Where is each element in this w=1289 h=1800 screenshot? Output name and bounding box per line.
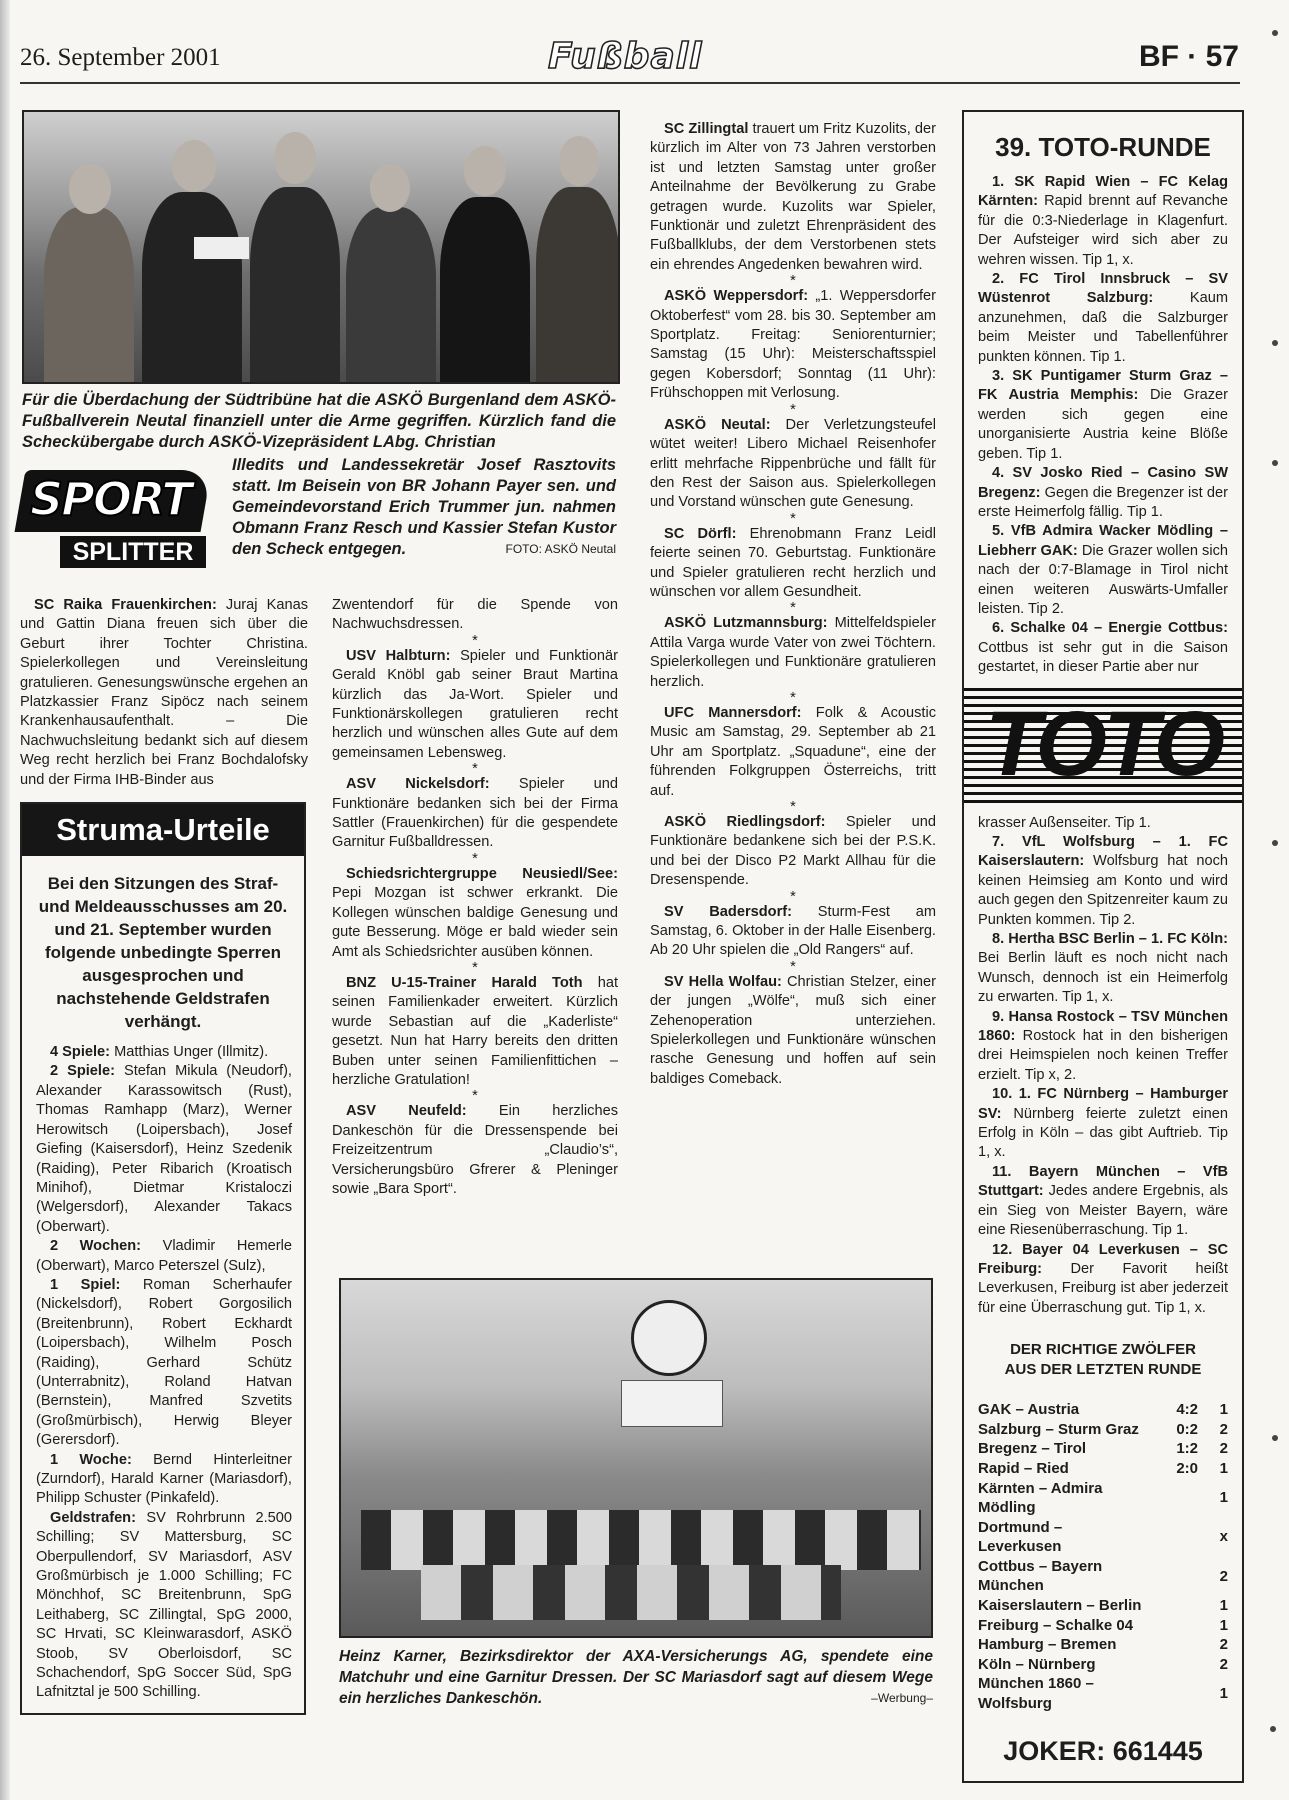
result-tip: x <box>1219 1528 1228 1546</box>
result-row <box>978 1420 1228 1440</box>
zwoelfer-heading <box>978 1340 1228 1380</box>
struma-intro: Bei den Sitzungen des Straf- und Meldeausschusses am 20. und 21. September wurden folgende unbedingte Sperren ausgesprochen und nachstehende Geldstrafen verhängt. <box>38 874 288 1032</box>
item-separator: * <box>790 689 796 706</box>
item-lead: 3. SK Puntigamer Sturm Graz – FK Austria Memphis: <box>978 368 1228 404</box>
article-item <box>332 596 618 635</box>
result-tip: 1 <box>1219 1401 1228 1419</box>
item-text: Rostock hat in den bisherigen drei Heimspielen noch keinen Treffer erzielt. Tip x, 2. <box>978 1028 1228 1083</box>
item-text: Kaum anzunehmen, daß die Salzburger beim Meister und Tabellenführer punkten können. Tip 1. <box>978 290 1228 365</box>
result-score <box>1148 1674 1212 1713</box>
item-lead: 7. VfL Wolfsburg – 1. FC Kaiserslautern: <box>978 833 1228 870</box>
article-item <box>978 833 1228 930</box>
result-score: 2:0 <box>1176 1459 1198 1477</box>
result-match: Köln – Nürnberg <box>978 1655 1096 1673</box>
toto-box <box>962 110 1244 1783</box>
item-lead: SC Dörfl: <box>664 525 737 542</box>
column-left <box>20 596 308 790</box>
item-separator: * <box>472 959 478 976</box>
result-match: Rapid – Ried <box>978 1459 1069 1477</box>
result-match: Salzburg – Sturm Graz <box>978 1420 1139 1438</box>
item-separator: * <box>790 273 796 290</box>
issue-date: 26. September 2001 <box>20 44 221 71</box>
item-text: Folk & Acoustic Music am Samstag, 29. September ab 21 Uhr am Sportplatz. „Squadune“, eine der führenden Folkgruppen Österreichs, tritt auf. <box>650 704 936 799</box>
result-row <box>978 1439 1228 1459</box>
result-row <box>978 1459 1228 1479</box>
article-item <box>650 903 936 961</box>
item-lead: 4 Spiele: <box>50 1044 111 1061</box>
result-score: 4:2 <box>1176 1401 1198 1419</box>
item-lead: ASV Neufeld: <box>346 1103 467 1120</box>
result-score <box>1148 1557 1212 1596</box>
logo-splitter: SPLITTER <box>60 536 206 568</box>
item-text: Rapid brennt auf Revanche für die 0:3-Niederlage in Klagenfurt. Der Aufsteiger wird sich aber zu wehren wissen. Tip 1, x. <box>978 193 1228 268</box>
item-lead: 4. SV Josko Ried – Casino SW Bregenz: <box>978 465 1228 501</box>
item-lead: 2 Wochen: <box>50 1238 142 1255</box>
toto-title: 39. TOTO-RUNDE <box>995 132 1211 162</box>
item-text: Mittelfeldspieler Attila Varga wurde Vater von zwei Töchtern. Spielerkollegen und Funktionäre gratulieren herzlich. <box>650 615 936 690</box>
caption-text: Illedits und Landessekretär Josef Rasztovits statt. Im Beisein von BR Johann Payer sen. und Gemeindevorstand Erich Trummer jun. nahmen Obmann Franz Resch und Kassier Stefan Kustor den Scheck entgegen. <box>232 456 616 558</box>
results-table <box>978 1400 1228 1714</box>
section-title: Fußball <box>548 36 703 77</box>
article-item <box>978 522 1228 619</box>
article-item <box>978 173 1228 270</box>
item-lead: SC Raika Frauenkirchen: <box>34 597 217 613</box>
article-item <box>978 270 1228 367</box>
article-item <box>36 1451 292 1509</box>
result-score <box>1148 1655 1212 1675</box>
article-item <box>36 1062 292 1237</box>
item-lead: BNZ U-15-Trainer Harald Toth <box>346 974 583 991</box>
result-match: GAK – Austria <box>978 1401 1080 1419</box>
toto-lower <box>978 814 1228 1767</box>
item-separator: * <box>790 958 796 975</box>
item-lead: ASKÖ Riedlingsdorf: <box>664 814 826 830</box>
scan-speck <box>1272 1435 1278 1441</box>
item-text: Der Favorit heißt Leverkusen, Freiburg ist aber jederzeit für eine Überraschung gut. Tip 1, x. <box>978 1260 1228 1316</box>
zwoelfer-title-2: AUS DER LETZTEN RUNDE <box>1004 1361 1202 1379</box>
item-separator: * <box>790 888 796 905</box>
toto-logo <box>964 688 1242 804</box>
result-row <box>978 1518 1228 1557</box>
item-text: Roman Scherhaufer (Nickelsdorf), Robert Gorgosilich (Breitenbrunn), Robert Eckhardt (Loipersbach), Wilhelm Posch (Raiding), Gerhard Schütz (Unterrabnitz), Roland Hatvan (Bernstein), Manfred Szvetits (Großmürbisch), Herwig Bleyer (Gerersdorf). <box>36 1276 292 1449</box>
top-photo-caption-a: Für die Überdachung der Südtribüne hat die ASKÖ Burgenland dem ASKÖ-Fußballverein Neutal finanziell unter die Arme gegriffen. Kürzlich fand die Scheckübergabe durch ASKÖ-Vizepräsident LAbg. Christian <box>22 391 616 451</box>
advert-tag: –Werbung– <box>871 1691 933 1705</box>
item-lead: USV Halbturn: <box>346 647 451 664</box>
result-match: München 1860 – Wolfsburg <box>978 1675 1094 1713</box>
item-lead: Geldstrafen: <box>50 1509 136 1526</box>
item-separator: * <box>472 632 478 649</box>
item-text: Bernd Hinterleitner (Zurndorf), Harald Karner (Mariasdorf), Philipp Schuster (Pinkafeld). <box>36 1451 292 1507</box>
match-clock <box>631 1300 707 1376</box>
article-item <box>650 704 936 801</box>
result-row <box>978 1557 1228 1596</box>
article-item <box>978 1163 1228 1241</box>
item-lead: 10. 1. FC Nürnberg – Hamburger SV: <box>978 1086 1228 1122</box>
item-lead: 11. Bayern München – VfB Stuttgart: <box>978 1163 1228 1200</box>
photo-credit: FOTO: ASKÖ Neutal <box>505 542 616 556</box>
item-text: Nürnberg feierte zuletzt einen Erfolg in Köln – das gibt Auftrieb. Tip 1, x. <box>978 1105 1228 1161</box>
item-lead: UFC Mannersdorf: <box>664 704 802 721</box>
item-lead: 12. Bayer 04 Leverkusen – SC Freiburg: <box>978 1241 1228 1277</box>
item-text: Sturm-Fest am Samstag, 6. Oktober in der Halle Eisenberg. Ab 20 Uhr spielen die „Old Rangers“ auf. <box>650 903 937 959</box>
scan-speck <box>1270 1726 1276 1732</box>
item-text: Spieler und Funktionäre bedanken sich bei der Firma Sattler (Frauenkirchen) für die gespendete Garnitur Fußballdressen. <box>332 776 618 851</box>
top-photo-check-handover <box>22 110 620 384</box>
bottom-photo-team <box>339 1278 933 1638</box>
header-rule <box>20 82 1240 84</box>
result-score <box>1148 1635 1212 1655</box>
item-text: Christian Stelzer, einer der jungen „Wölfe“, muß sich einer Zehenoperation unterziehen. Spielerkollegen und Funktionäre wünschen rasche Genesung und hoffen auf sein baldiges Comeback. <box>650 973 936 1087</box>
item-lead: ASKÖ Weppersdorf: <box>664 288 809 305</box>
result-tip: 1 <box>1219 1616 1228 1634</box>
result-row <box>978 1400 1228 1420</box>
result-score <box>1148 1518 1212 1557</box>
item-text: krasser Außenseiter. Tip 1. <box>978 814 1151 831</box>
page-number: BF · 57 <box>1138 40 1239 73</box>
item-lead: SV Badersdorf: <box>664 903 792 920</box>
item-separator: * <box>790 401 796 418</box>
scan-speck <box>1272 460 1278 466</box>
result-match: Cottbus – Bayern München <box>978 1557 1103 1595</box>
scan-speck <box>1272 840 1278 846</box>
item-lead: 2. FC Tirol Innsbruck – SV Wüstenrot Salzburg: <box>978 271 1228 307</box>
article-item <box>650 525 936 603</box>
struma-list <box>36 1043 292 1703</box>
item-text: Wolfsburg hat noch keinen Heimsieg am Konto und wird auch gegen den Spitzenreiter kaum zu Punkten kommen. Tip 2. <box>978 853 1228 928</box>
result-row <box>978 1596 1228 1616</box>
toto-logo-word: TOTO <box>984 692 1222 795</box>
item-text: Matthias Unger (Illmitz). <box>110 1044 269 1061</box>
result-score: 0:2 <box>1176 1420 1198 1438</box>
article-item <box>36 1509 292 1703</box>
item-lead: 1 Woche: <box>50 1451 132 1468</box>
toto-list-a <box>978 173 1228 678</box>
bottom-photo-block <box>339 1278 933 1709</box>
result-tip: 2 <box>1219 1567 1228 1585</box>
scan-edge <box>0 0 10 1800</box>
item-text: Der Verletzungsteufel wütet weiter! Libero Michael Reisenhofer erlitt mehrfache Rippenbrüche und fällt für den Rest der Saison aus. Spielerkollegen und Vorstand wünschen gute Genesung. <box>650 416 936 511</box>
logo-sport: SPORT <box>30 472 191 526</box>
sponsor-sign <box>621 1380 723 1427</box>
item-lead: 8. Hertha BSC Berlin – 1. FC Köln: <box>992 931 1228 947</box>
item-lead: ASKÖ Lutzmannsburg: <box>664 615 828 632</box>
item-text: Stefan Mikula (Neudorf), Alexander Karassowitsch (Rust), Thomas Ramhapp (Marz), Werner Herowitsch (Loipersbach), Josef Giefing (Kaisersdorf), Heinz Szedenik (Raiding), Peter Ribarich (Kroatisch Minihof), Dietmar Kristaloczi (Welgersdorf), Alexander Takacs (Oberwart). <box>36 1063 292 1235</box>
result-tip: 1 <box>1219 1597 1228 1615</box>
result-match: Freiburg – Schalke 04 <box>978 1616 1134 1634</box>
article-item <box>650 973 936 1089</box>
item-separator: * <box>790 600 796 617</box>
article-item <box>978 1008 1228 1086</box>
article-item <box>650 614 936 692</box>
article-item <box>332 775 618 853</box>
check <box>194 237 249 259</box>
article-item <box>978 1085 1228 1163</box>
result-row <box>978 1674 1228 1713</box>
article-item <box>978 464 1228 522</box>
item-text: trauert um Fritz Kuzolits, der kürzlich im Alter von 73 Jahren verstorben ist und letzten Samstag unter großer Anteilnahme der Bevölkerung zu Grabe getragen wurde. Kuzolits war Spieler, Funktionär und zuletzt Ehrenpräsident des Fußballklubs, der dem Verstorbenen stets ein ehrendes Angedenken bewahren wird. <box>650 121 936 273</box>
sport-splitter-logo <box>20 470 206 570</box>
result-score: 1:2 <box>1176 1440 1198 1458</box>
item-text: Zwentendorf für die Spende von Nachwuchsdressen. <box>332 597 618 633</box>
team-front-row <box>421 1565 841 1620</box>
column-middle <box>332 596 618 1199</box>
item-text: „1. Weppersdorfer Oktoberfest“ vom 28. bis 30. September am Sportplatz. Freitag: Seniorenturnier; Samstag (15 Uhr): Meisterschaftsspiel gegen Kobersdorf; Sonntag (11 Uhr): Frühschoppen mit Verlosung. <box>650 288 936 402</box>
toto-list-b <box>978 814 1228 1319</box>
item-text: Gegen die Bregenzer ist der erste Heimerfolg fällig. Tip 1. <box>978 484 1228 520</box>
article-item <box>650 120 936 275</box>
article-item <box>978 814 1228 833</box>
result-tip: 1 <box>1219 1685 1228 1703</box>
result-tip: 1 <box>1219 1489 1228 1507</box>
article-item <box>978 619 1228 677</box>
scan-speck <box>1272 30 1278 36</box>
item-text: SV Rohrbrunn 2.500 Schilling; SV Mattersburg, SC Oberpullendorf, SV Mariasdorf, ASV Großmürbisch je 1.000 Schilling; FC Mönchhof, SC Breitenbrunn, SpG Leithaberg, SC Zillingtal, SpG 2000, SC Hrvati, SC Kleinwarasdorf, ASKÖ Stoob, SV Oberloisdorf, SC Schachendorf, SpG Soccer Süd, SpG Lafnitztal je 500 Schilling. <box>36 1509 292 1701</box>
item-separator: * <box>472 761 478 778</box>
left-stack <box>20 596 308 1715</box>
result-tip: 2 <box>1219 1655 1228 1673</box>
struma-urteile-box <box>20 802 306 1715</box>
item-text: Ehrenobmann Franz Leidl feierte seinen 70. Geburtstag. Funktionäre und Spieler gratulieren recht herzlich und wünschen vor allem Gesundheit. <box>650 525 936 600</box>
item-separator: * <box>472 850 478 867</box>
result-match: Bregenz – Tirol <box>978 1440 1087 1458</box>
item-text: Bei Berlin läuft es noch nicht nach Wunsch, dennoch ist ein Heimerfolg zu erwarten. Tip 1, x. <box>978 950 1228 1006</box>
item-text: Jedes andere Ergebnis, als ein Sieg von Meister Bayern, wäre eine Riesenüberraschung. Tip 1. <box>978 1183 1228 1239</box>
item-lead: SC Zillingtal <box>664 121 749 137</box>
joker-number: JOKER: 661445 <box>1003 1735 1203 1766</box>
item-text: Spieler und Funktionär Gerald Knöbl gab seiner Braut Martina kürzlich das Ja-Wort. Spieler und Funktionärskollegen gratulieren recht herzlich und wünschen alles Gute auf dem gemeinsamen Lebensweg. <box>332 647 618 761</box>
bottom-photo-caption <box>339 1646 933 1709</box>
article-item <box>36 1237 292 1276</box>
result-row <box>978 1616 1228 1636</box>
result-score <box>1148 1479 1212 1518</box>
item-lead: Schiedsrichtergruppe Neusiedl/See: <box>346 865 618 882</box>
article-item <box>650 287 936 403</box>
result-match: Kärnten – Admira Mödling <box>978 1479 1103 1517</box>
item-text: Vladimir Hemerle (Oberwart), Marco Peterszel (Sulz), <box>36 1238 292 1274</box>
result-tip: 1 <box>1219 1459 1228 1477</box>
result-row <box>978 1655 1228 1675</box>
item-text: Die Grazer werden sich gegen eine unorganisierte Austria keine Blöße geben. Tip 1. <box>978 387 1228 462</box>
item-text: Pepi Mozgan ist schwer erkrankt. Die Kollegen wünschen baldige Genesung und gute Besserung. Möge er bald wieder sein Amt als Schiedsrichter ausüben können. <box>332 885 618 960</box>
caption-text: Heinz Karner, Bezirksdirektor der AXA-Versicherungs AG, spendete eine Matchuhr und eine Garnitur Dressen. Der SC Mariasdorf sagt auf diesem Wege ein herzliches Dankeschön. <box>339 1648 933 1707</box>
zwoelfer-title-1: DER RICHTIGE ZWÖLFER <box>1010 1341 1196 1359</box>
result-row <box>978 1635 1228 1655</box>
article-item <box>650 813 936 891</box>
item-lead: 6. Schalke 04 – Energie Cottbus: <box>992 620 1228 637</box>
result-row <box>978 1479 1228 1518</box>
result-score <box>1148 1616 1212 1636</box>
article-item <box>36 1043 292 1062</box>
column-right <box>650 120 936 1089</box>
item-text: Spieler und Funktionäre bedankene sich bei der P.S.K. und bei der Disco P2 Markt Allhau für die Dresenspende. <box>650 814 936 889</box>
item-lead: 9. Hansa Rostock – TSV München 1860: <box>978 1008 1228 1045</box>
top-photo-caption-b <box>232 455 616 560</box>
result-match: Dortmund – Leverkusen <box>978 1518 1063 1556</box>
item-lead: SV Hella Wolfau: <box>664 973 782 990</box>
item-lead: 2 Spiele: <box>50 1063 115 1080</box>
article-item <box>20 596 308 790</box>
article-item <box>978 367 1228 464</box>
result-tip: 2 <box>1219 1420 1228 1438</box>
article-item <box>332 647 618 763</box>
result-tip: 2 <box>1219 1440 1228 1458</box>
team-back-row <box>361 1510 921 1570</box>
item-lead: 5. VfB Admira Wacker Mödling – Liebherr GAK: <box>978 523 1228 559</box>
article-item <box>332 974 618 1090</box>
item-lead: ASV Nickelsdorf: <box>346 776 490 793</box>
result-score <box>1148 1596 1212 1616</box>
struma-title: Struma-Urteile <box>22 804 304 856</box>
scan-speck <box>1272 340 1278 346</box>
item-lead: ASKÖ Neutal: <box>664 416 771 433</box>
item-text: Die Grazer wollen sich nach der 0:7-Blamage in Tirol nicht einen weiteren Auswärts-Umfaller leisten. Tip 2. <box>978 542 1228 617</box>
item-separator: * <box>790 510 796 527</box>
article-item <box>650 416 936 513</box>
item-lead: 1 Spiel: <box>50 1276 121 1293</box>
article-item <box>332 865 618 962</box>
result-tip: 2 <box>1219 1636 1228 1654</box>
article-item <box>978 1241 1228 1319</box>
result-match: Hamburg – Bremen <box>978 1636 1117 1654</box>
article-item <box>332 1102 618 1199</box>
item-text: Ein herzliches Dankeschön für die Dressenspende bei Freizeitzentrum „Claudio’s“, Versicherungsbüro Gfrerer & Pleninger sowie „Bara Sport“. <box>332 1103 618 1197</box>
item-text: Cottbus ist sehr gut in die Saison gestartet, in dieser Partie aber nur <box>978 639 1228 676</box>
item-separator: * <box>472 1088 478 1105</box>
item-text: hat seinen Familienkader erweitert. Kürzlich wurde Sebastian auf die „Kaderliste“ gesetzt. Nun hat Harry bereits den dritten Buben unter seinen Familienfittichen – herzliche Gratulation! <box>332 974 619 1088</box>
item-separator: * <box>790 799 796 815</box>
article-item <box>36 1276 292 1451</box>
item-text: Juraj Kanas und Gattin Diana freuen sich über die Geburt ihrer Tochter Christina. Spielerkollegen und Vereinsleitung gratulieren. Genesungswünsche ergehen an Platzkassier Franz Sipöcz nach seinem Krankenhausaufenthalt. – Die Nachwuchsleitung bedankt sich auf diesem Weg recht herzlich bei Franz Bochdalofsky und der Firma IHB-Binder aus <box>20 597 308 788</box>
article-item <box>978 930 1228 1008</box>
result-match: Kaiserslautern – Berlin <box>978 1597 1142 1615</box>
item-lead: 1. SK Rapid Wien – FC Kelag Kärnten: <box>978 174 1228 210</box>
